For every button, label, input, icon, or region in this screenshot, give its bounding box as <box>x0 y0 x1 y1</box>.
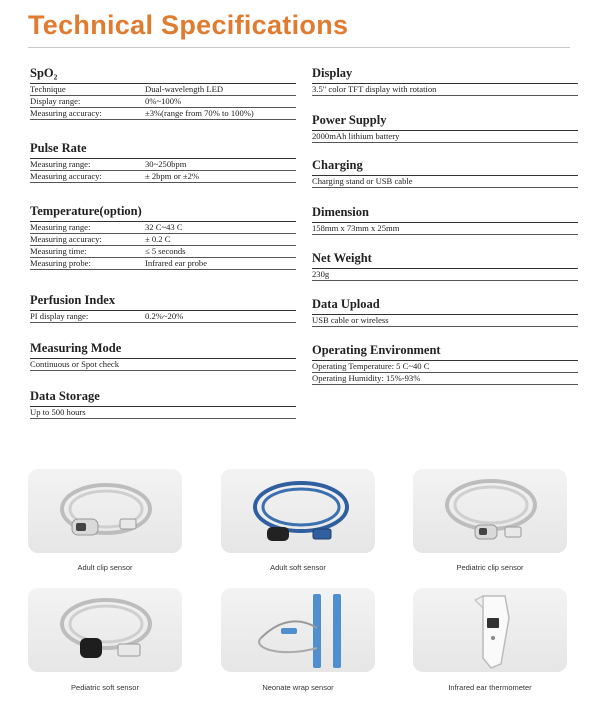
spec-value: ±3%(range from 70% to 100%) <box>145 108 254 118</box>
spec-row <box>30 96 296 108</box>
spec-row <box>30 171 296 183</box>
temperature-section <box>30 204 296 270</box>
spec-value: ± 0.2 C <box>145 234 171 244</box>
perfusion-index-section <box>30 293 296 323</box>
spec-value: 158mm x 73mm x 25mm <box>312 223 400 233</box>
accessory-caption: Pediatric clip sensor <box>456 563 524 572</box>
spec-key: Measuring accuracy: <box>30 108 102 118</box>
spec-value: 30~250bpm <box>145 159 187 169</box>
spec-key: Measuring range: <box>30 222 91 232</box>
neonate-wrap-sensor-image <box>221 588 375 672</box>
spec-row <box>312 315 578 327</box>
spec-value: Dual-wavelength LED <box>145 84 224 94</box>
operating-environment-section <box>312 343 578 385</box>
spec-key: Display range: <box>30 96 81 106</box>
spec-value: 32 C~43 C <box>145 222 183 232</box>
spec-value: 0.2%~20% <box>145 311 184 321</box>
title-divider <box>28 47 570 48</box>
spec-row <box>30 159 296 171</box>
spec-row <box>312 131 578 143</box>
spec-key: Measuring accuracy: <box>30 171 102 181</box>
data-upload-heading: Data Upload <box>312 297 578 315</box>
spec-row <box>312 361 578 373</box>
power-supply-heading: Power Supply <box>312 113 578 131</box>
spec-value: ± 2bpm or ±2% <box>145 171 200 181</box>
measuring-mode-heading: Measuring Mode <box>30 341 296 359</box>
spo2-section <box>30 66 296 120</box>
spec-row <box>312 223 578 235</box>
spec-row <box>312 269 578 281</box>
spec-row <box>312 373 578 385</box>
spec-value: 2000mAh lithium battery <box>312 131 400 141</box>
data-upload-section <box>312 297 578 327</box>
spec-row <box>30 84 296 96</box>
spec-value: Charging stand or USB cable <box>312 176 413 186</box>
page-title: Technical Specifications <box>28 10 349 40</box>
power-supply-section <box>312 113 578 143</box>
spec-key: PI display range: <box>30 311 89 321</box>
charging-section <box>312 158 578 188</box>
pediatric-soft-sensor-image <box>28 588 182 672</box>
spec-value: 0%~100% <box>145 96 182 106</box>
perfusion-index-heading: Perfusion Index <box>30 293 296 311</box>
display-heading: Display <box>312 66 578 84</box>
dimension-heading: Dimension <box>312 205 578 223</box>
measuring-mode-section <box>30 341 296 371</box>
spec-row <box>30 407 296 419</box>
adult-soft-sensor-image <box>221 469 375 553</box>
spec-value: ≤ 5 seconds <box>145 246 186 256</box>
accessory-caption: Adult soft sensor <box>270 563 326 572</box>
spec-value: USB cable or wireless <box>312 315 389 325</box>
adult-clip-sensor-image <box>28 469 182 553</box>
spec-value: Infrared ear probe <box>145 258 208 268</box>
accessory-caption: Adult clip sensor <box>77 563 133 572</box>
spec-row <box>30 234 296 246</box>
spec-value: Up to 500 hours <box>30 407 86 417</box>
spec-row <box>30 258 296 270</box>
spo2-heading: SpO₂ <box>30 66 296 84</box>
spec-row <box>30 246 296 258</box>
infrared-ear-thermometer-image <box>413 588 567 672</box>
accessory-caption: Infrared ear thermometer <box>448 683 532 692</box>
spec-value: Operating Humidity: 15%-93% <box>312 373 421 383</box>
charging-heading: Charging <box>312 158 578 176</box>
net-weight-heading: Net Weight <box>312 251 578 269</box>
data-storage-section <box>30 389 296 419</box>
spec-value: Operating Temperature: 5 C~40 C <box>312 361 430 371</box>
net-weight-section <box>312 251 578 281</box>
pulse-rate-section <box>30 141 296 183</box>
dimension-section <box>312 205 578 235</box>
spec-key: Technique <box>30 84 66 94</box>
accessory-caption: Neonate wrap sensor <box>262 683 334 692</box>
spec-value: Continuous or Spot check <box>30 359 120 369</box>
spec-value: 230g <box>312 269 330 279</box>
spec-row <box>30 311 296 323</box>
spec-key: Measuring probe: <box>30 258 91 268</box>
spec-row <box>312 176 578 188</box>
temperature-heading: Temperature(option) <box>30 204 296 222</box>
spec-row <box>30 222 296 234</box>
accessory-caption: Pediatric soft sensor <box>71 683 139 692</box>
spec-value: 3.5" color TFT display with rotation <box>312 84 437 94</box>
pulse-rate-heading: Pulse Rate <box>30 141 296 159</box>
pediatric-clip-sensor-image <box>413 469 567 553</box>
spec-key: Measuring time: <box>30 246 87 256</box>
spec-key: Measuring range: <box>30 159 91 169</box>
spec-row <box>312 84 578 96</box>
spec-row <box>30 108 296 120</box>
data-storage-heading: Data Storage <box>30 389 296 407</box>
operating-environment-heading: Operating Environment <box>312 343 578 361</box>
display-section <box>312 66 578 96</box>
spec-key: Measuring accuracy: <box>30 234 102 244</box>
spec-row <box>30 359 296 371</box>
